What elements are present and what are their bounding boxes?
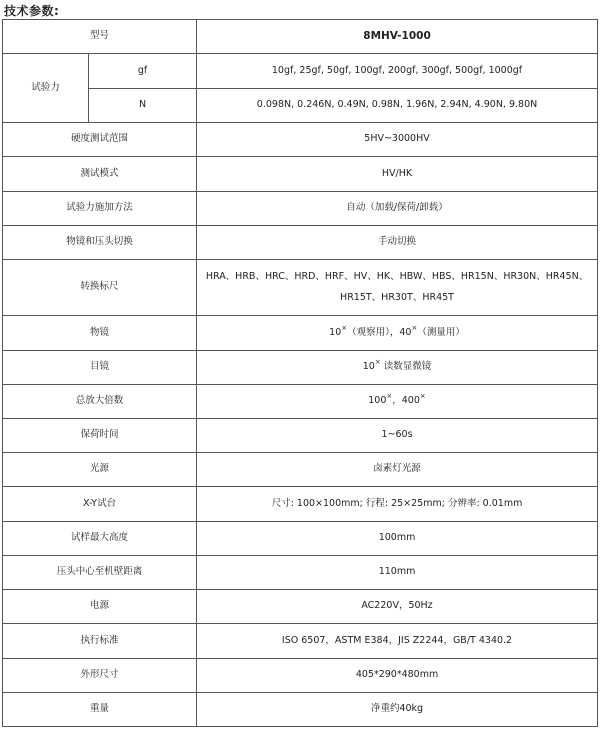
row-value: 自动（加载/保荷/卸载） [197, 192, 598, 226]
scales-line-2: HR15T、HR30T、HR45T [340, 291, 454, 303]
row-value: 100mm [197, 522, 598, 556]
row-value: 尺寸: 100×100mm; 行程: 25×25mm; 分辨率: 0.01mm [197, 487, 598, 522]
table-row [3, 487, 598, 522]
row-value: 5HV~3000HV [197, 123, 598, 157]
table-row [3, 316, 598, 351]
table-row-test-force-n [3, 89, 598, 123]
row-label: 电源 [3, 590, 197, 624]
test-force-unit-n: N [89, 89, 197, 123]
table-row [3, 419, 598, 453]
row-label: 保荷时间 [3, 419, 197, 453]
table-row [3, 659, 598, 693]
times-symbol: × [386, 392, 393, 401]
table-row [3, 192, 598, 226]
row-value: 卤素灯光源 [197, 453, 598, 487]
row-label: 转换标尺 [3, 260, 197, 316]
table-row [3, 351, 598, 385]
row-label: 总放大倍数 [3, 385, 197, 419]
row-value [197, 351, 598, 385]
row-label: 光源 [3, 453, 197, 487]
row-label: 物镜和压头切换 [3, 226, 197, 260]
table-row [3, 590, 598, 624]
row-value: 净重约40kg [197, 693, 598, 727]
table-row-scales [3, 260, 598, 316]
row-value: 110mm [197, 556, 598, 590]
table-row [3, 522, 598, 556]
note: 读数显微镜 [380, 361, 432, 373]
table-row [3, 226, 598, 260]
test-force-unit-gf: gf [89, 54, 197, 89]
section-title: 技术参数: [4, 4, 60, 18]
test-force-values-gf: 10gf, 25gf, 50gf, 100gf, 200gf, 300gf, 500gf, 1000gf [197, 54, 598, 89]
row-value: 405*290*480mm [197, 659, 598, 693]
magnification: 100 [368, 395, 387, 407]
row-label: 试验力施加方法 [3, 192, 197, 226]
times-symbol: × [411, 323, 418, 332]
test-force-values-n: 0.098N, 0.246N, 0.49N, 0.98N, 1.96N, 2.94N, 4.90N, 9.80N [197, 89, 598, 123]
row-label: 试样最大高度 [3, 522, 197, 556]
row-label: X-Y试台 [3, 487, 197, 522]
times-symbol: × [419, 392, 426, 401]
table-row [3, 123, 598, 157]
row-label: 硬度测试范围 [3, 123, 197, 157]
row-value [197, 385, 598, 419]
times-symbol: × [341, 323, 348, 332]
table-row [3, 385, 598, 419]
table-row [3, 556, 598, 590]
row-value [197, 260, 598, 316]
row-label: 目镜 [3, 351, 197, 385]
row-value [197, 316, 598, 351]
table-row [3, 157, 598, 192]
row-label: 压头中心至机壁距离 [3, 556, 197, 590]
table-row [3, 693, 598, 727]
table-row-model [3, 20, 598, 54]
model-value: 8MHV-1000 [197, 20, 598, 54]
table-row [3, 453, 598, 487]
magnification: 10 [362, 361, 375, 373]
row-value: 1~60s [197, 419, 598, 453]
note: （观察用），40 [347, 326, 412, 338]
model-label: 型号 [3, 20, 197, 54]
row-label: 重量 [3, 693, 197, 727]
row-value: ISO 6507，ASTM E384，JIS Z2244，GB/T 4340.2 [197, 624, 598, 659]
times-symbol: × [374, 358, 381, 367]
magnification: ，400 [392, 395, 420, 407]
row-label: 执行标准 [3, 624, 197, 659]
row-label: 物镜 [3, 316, 197, 351]
table-row [3, 624, 598, 659]
row-value: AC220V，50Hz [197, 590, 598, 624]
row-value: 手动切换 [197, 226, 598, 260]
row-value: HV/HK [197, 157, 598, 192]
note: （测量用） [417, 326, 465, 338]
row-label: 外形尺寸 [3, 659, 197, 693]
magnification: 10 [329, 326, 342, 338]
scales-line-1: HRA、HRB、HRC、HRD、HRF、HV、HK、HBW、HBS、HR15N、HR30N、HR45N、 [205, 270, 589, 282]
spec-table [2, 19, 598, 727]
test-force-label: 试验力 [3, 54, 89, 123]
table-row-test-force-gf [3, 54, 598, 89]
row-label: 测试模式 [3, 157, 197, 192]
